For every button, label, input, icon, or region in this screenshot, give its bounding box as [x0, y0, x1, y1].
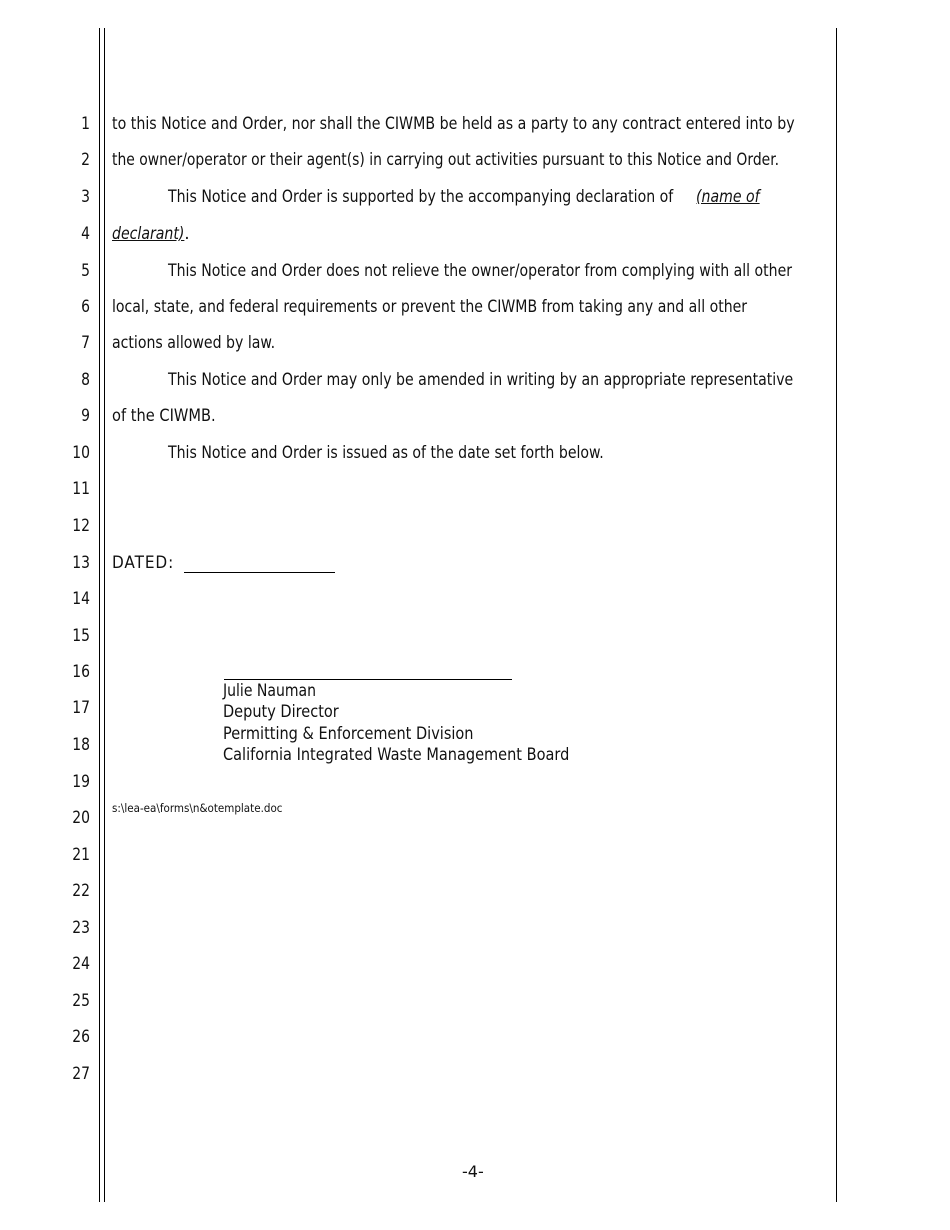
body-line-7: actions allowed by law.: [112, 333, 276, 353]
line-number: 25: [72, 991, 90, 1011]
period: .: [184, 224, 190, 244]
signer-division: Permitting & Enforcement Division: [223, 724, 474, 743]
body-line-6: local, state, and federal requirements or prevent the CIWMB from taking any and all other: [112, 297, 748, 317]
line-number: 22: [72, 881, 90, 901]
line-number: 13: [72, 553, 90, 573]
line-number: 20: [72, 808, 90, 828]
line-number: 3: [81, 187, 90, 207]
line-number: 8: [81, 370, 90, 390]
declaration-text: This Notice and Order is supported by the accompanying declaration of: [168, 187, 674, 207]
line-number: 21: [72, 845, 90, 865]
dated-label: DATED:: [112, 553, 175, 573]
line-number: 4: [81, 224, 90, 244]
line-number: 16: [72, 662, 90, 682]
file-path: s:\lea-ea\forms\n&otemplate.doc: [112, 801, 283, 815]
body-line-9: of the CIWMB.: [112, 406, 216, 426]
line-number: 2: [81, 150, 90, 170]
body-line-5: This Notice and Order does not relieve the owner/operator from complying with all other: [168, 261, 793, 281]
line-number: 5: [81, 261, 90, 281]
body-line-10: This Notice and Order is issued as of the date set forth below.: [168, 443, 604, 463]
left-margin-rule-outer: [99, 28, 100, 1202]
signature-line: [224, 679, 512, 680]
line-number: 7: [81, 333, 90, 353]
body-line-2: the owner/operator or their agent(s) in carrying out activities pursuant to this Notice and Order.: [112, 150, 780, 170]
line-number: 23: [72, 918, 90, 938]
line-number: 15: [72, 626, 90, 646]
line-number: 6: [81, 297, 90, 317]
declarant-placeholder: (name of: [696, 187, 760, 207]
line-number: 27: [72, 1064, 90, 1084]
line-number: 19: [72, 772, 90, 792]
line-number: 24: [72, 954, 90, 974]
right-margin-rule: [836, 28, 837, 1202]
line-number: 10: [72, 443, 90, 463]
declarant-placeholder-end: declarant): [112, 224, 185, 244]
line-number: 26: [72, 1027, 90, 1047]
line-number: 12: [72, 516, 90, 536]
body-line-3: [168, 187, 773, 207]
body-line-4: [112, 224, 190, 244]
line-number: 1: [81, 114, 90, 134]
left-margin-rule-inner: [104, 28, 105, 1202]
line-number: 14: [72, 589, 90, 609]
line-number: 9: [81, 406, 90, 426]
line-number: 18: [72, 735, 90, 755]
signer-name: Julie Nauman: [223, 681, 317, 700]
line-number: 11: [72, 479, 90, 499]
date-blank-line: [184, 572, 335, 573]
page-number: -4-: [462, 1162, 484, 1181]
signer-title: Deputy Director: [223, 702, 339, 721]
body-line-1: to this Notice and Order, nor shall the CIWMB be held as a party to any contract entered into by: [112, 114, 795, 134]
line-number: 17: [72, 698, 90, 718]
body-line-8: This Notice and Order may only be amended in writing by an appropriate representative: [168, 370, 794, 390]
signer-agency: California Integrated Waste Management Board: [223, 745, 570, 764]
